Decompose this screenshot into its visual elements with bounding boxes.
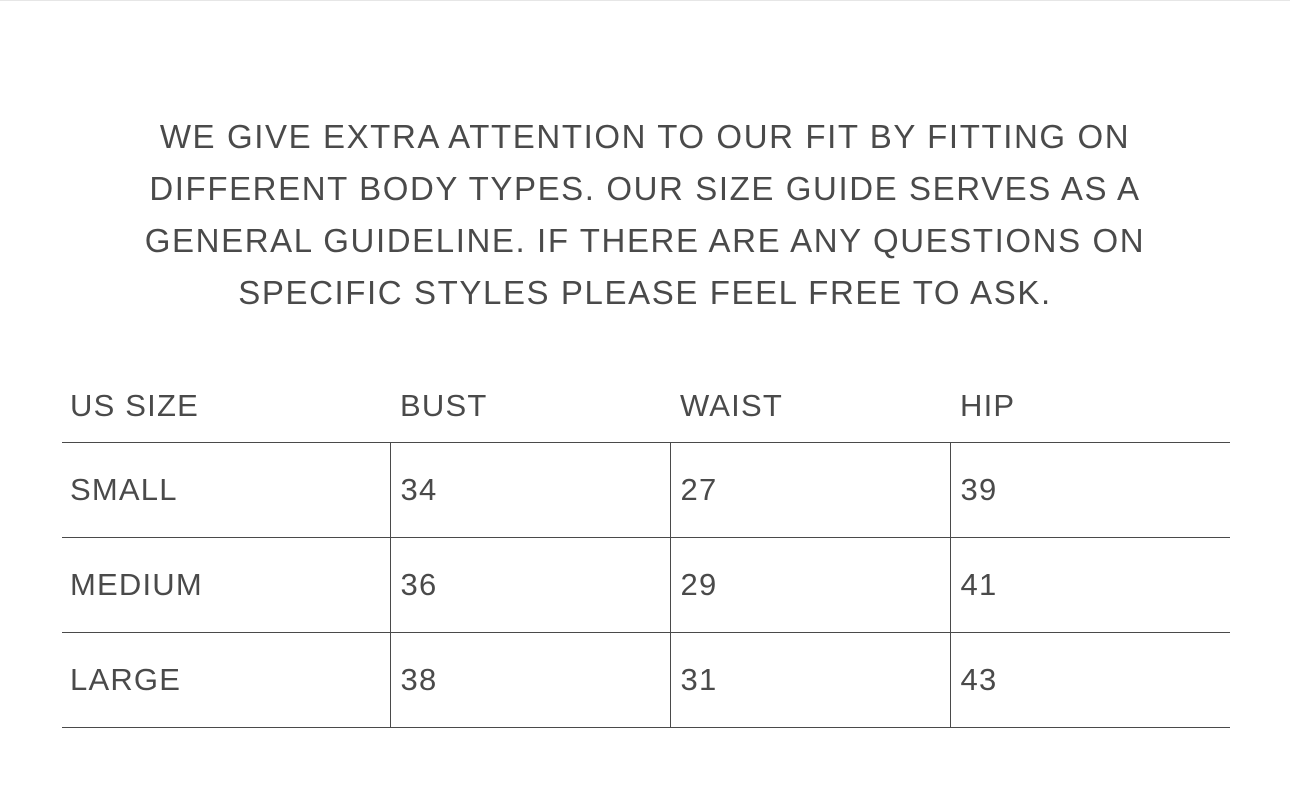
table-header-row — [62, 370, 1230, 443]
size-chart-header — [62, 370, 1230, 443]
cell-waist-medium: 29 — [670, 538, 950, 633]
top-divider — [0, 0, 1290, 1]
column-header-waist: WAIST — [670, 370, 950, 443]
cell-waist-large: 31 — [670, 633, 950, 728]
column-header-hip: HIP — [950, 370, 1230, 443]
size-chart-body — [62, 443, 1230, 728]
table-row — [62, 443, 1230, 538]
size-chart — [62, 370, 1230, 728]
column-header-us-size: US SIZE — [62, 370, 390, 443]
cell-size-small: SMALL — [62, 443, 390, 538]
cell-bust-medium: 36 — [390, 538, 670, 633]
table-row — [62, 633, 1230, 728]
cell-hip-large: 43 — [950, 633, 1230, 728]
cell-waist-small: 27 — [670, 443, 950, 538]
cell-size-medium: MEDIUM — [62, 538, 390, 633]
cell-bust-small: 34 — [390, 443, 670, 538]
size-chart-table — [62, 370, 1230, 728]
cell-hip-medium: 41 — [950, 538, 1230, 633]
table-row — [62, 538, 1230, 633]
cell-hip-small: 39 — [950, 443, 1230, 538]
column-header-bust: BUST — [390, 370, 670, 443]
size-guide-description: WE GIVE EXTRA ATTENTION TO OUR FIT BY FITTING ON DIFFERENT BODY TYPES. OUR SIZE GUIDE SERVES AS A GENERAL GUIDELINE. IF THERE ARE ANY QUESTIONS ON SPECIFIC STYLES PLEASE FEEL FREE TO ASK. — [144, 118, 1146, 311]
cell-size-large: LARGE — [62, 633, 390, 728]
cell-bust-large: 38 — [390, 633, 670, 728]
